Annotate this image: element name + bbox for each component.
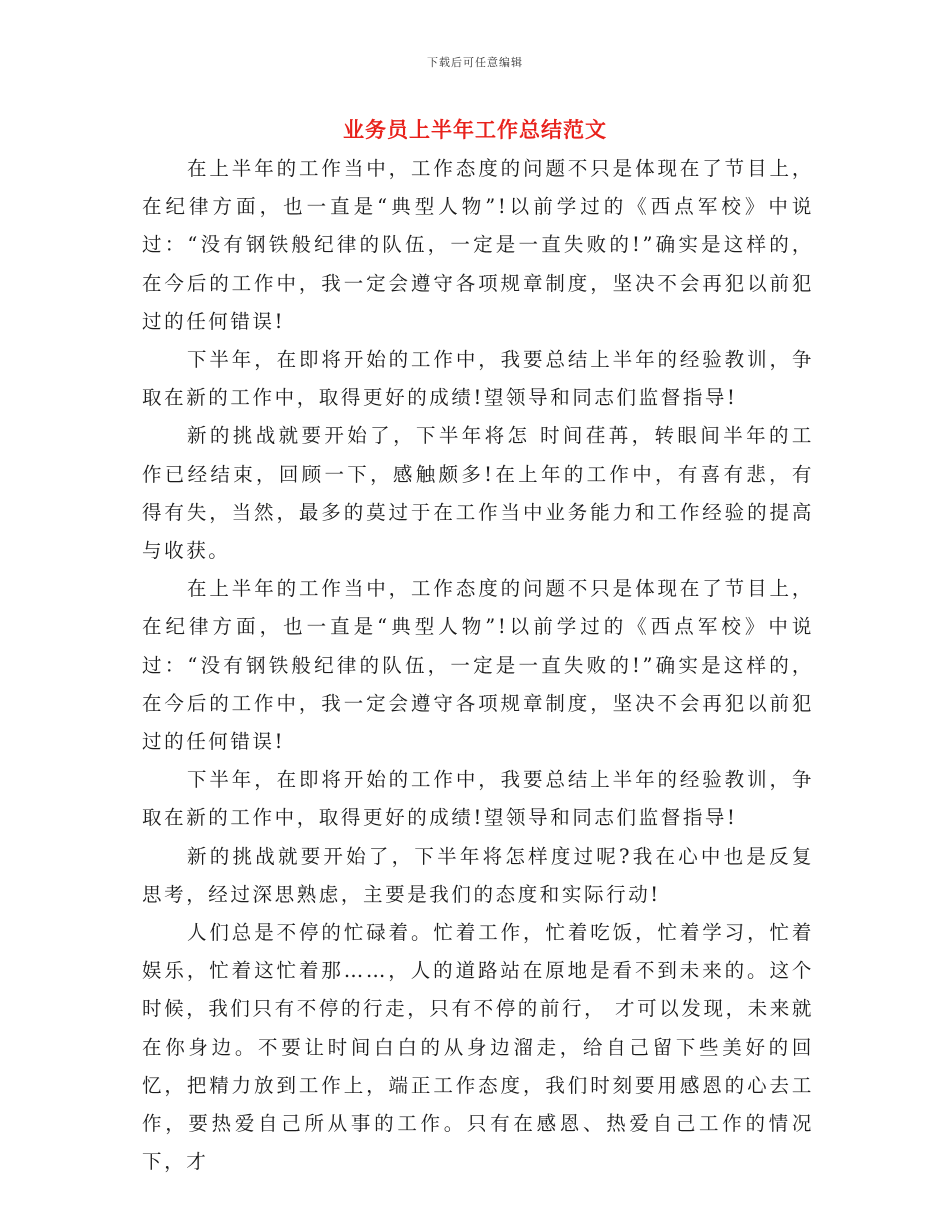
document-title: 业务员上半年工作总结范文 [343, 118, 607, 142]
page-header-note: 下载后可任意编辑 [427, 56, 523, 69]
paragraph: 在上半年的工作当中，工作态度的问题不只是体现在了节目上，在纪律方面，也一直是“典型人物”!以前学过的《西点军校》中说过：“没有钢铁般纪律的队伍，一定是一直失败的!”确实是这样的，在今后的工作中，我一定会遵守各项规章制度，坚决不会再犯以前犯过的任何错误! [142, 157, 814, 333]
paragraph: 在上半年的工作当中，工作态度的问题不只是体现在了节目上，在纪律方面，也一直是“典型人物”!以前学过的《西点军校》中说过：“没有钢铁般纪律的队伍，一定是一直失败的!”确实是这样的，在今后的工作中，我一定会遵守各项规章制度，坚决不会再犯以前犯过的任何错误! [142, 577, 814, 754]
paragraph: 新的挑战就要开始了，下半年将怎 时间荏苒，转眼间半年的工作已经结束，回顾一下，感触颇多!在上年的工作中，有喜有悲，有得有失，当然，最多的莫过于在工作当中业务能力和工作经验的提高与收获。 [142, 424, 814, 563]
paragraph: 下半年，在即将开始的工作中，我要总结上半年的经验教训，争取在新的工作中，取得更好的成绩!望领导和同志们监督指导! [142, 348, 814, 410]
paragraph: 人们总是不停的忙碌着。忙着工作，忙着吃饭，忙着学习，忙着娱乐，忙着这忙着那……，人的道路站在原地是看不到未来的。这个时候，我们只有不停的行走，只有不停的前行， 才可以发现，未来就在你身边。不要让时间白白的从身边溜走，给自己留下些美好的回忆，把精力放到工作上，端正工作态度，我们时刻要用感恩的心去工作，要热爱自己所从事的工作。只有在感恩、热爱自己工作的情况下，才 [142, 921, 814, 1174]
document-body [142, 150, 814, 1181]
paragraph: 新的挑战就要开始了，下半年将怎样度过呢?我在心中也是反复思考，经过深思熟虑，主要是我们的态度和实际行动! [142, 844, 814, 906]
paragraph: 下半年，在即将开始的工作中，我要总结上半年的经验教训，争取在新的工作中，取得更好的成绩!望领导和同志们监督指导! [142, 768, 814, 830]
